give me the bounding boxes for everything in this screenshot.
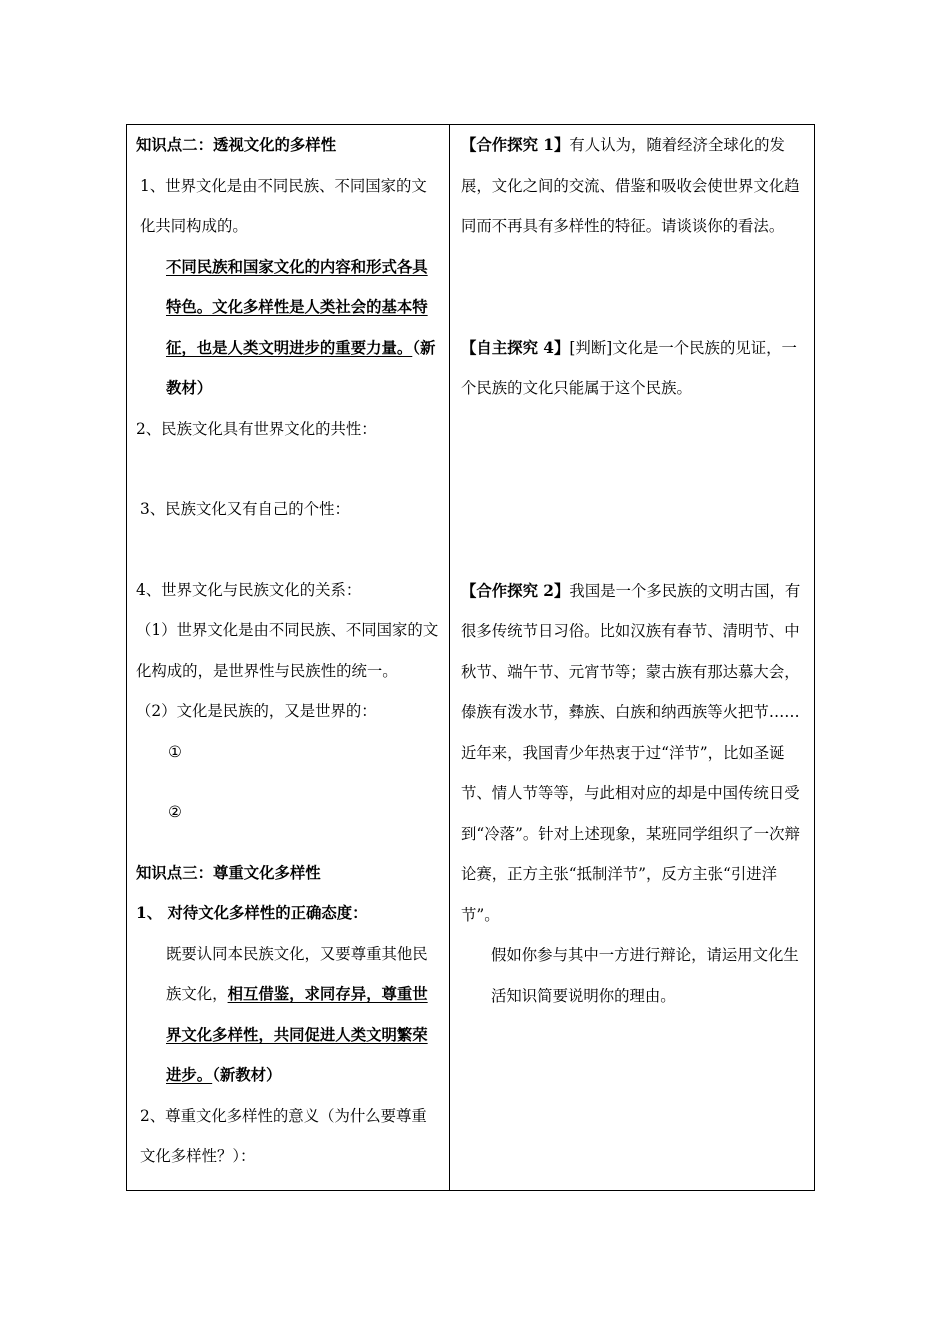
kp3-item-1: 1、 对待文化多样性的正确态度： (136, 904, 368, 922)
kp2-item-1: 1、世界文化是由不同民族、不同国家的文化共同构成的。 (140, 176, 427, 235)
kp3-item-1-body (136, 934, 441, 1096)
kp3-item-1-tag: （新教材） (212, 1066, 282, 1084)
question-1-text: 有人认为，随着经济全球化的发展，文化之间的交流、借鉴和吸收会使世界文化趋同而不再具有多样性的特征。请谈谈你的看法。 (461, 136, 800, 235)
kp2-item-4-2: （2）文化是民族的，又是世界的： (136, 702, 377, 720)
kp2-title: 知识点二：透视文化的多样性 (136, 136, 337, 154)
right-column (450, 125, 814, 1190)
blank-space (461, 409, 806, 571)
blank-space (136, 530, 441, 570)
question-2 (461, 571, 806, 936)
kp2-emphasis-tag: （新教材） (166, 338, 436, 397)
circle-number-2: ② (168, 803, 182, 821)
kp3-item-1-plain: 既要认同本民族文化，又要尊重其他民族文化， (166, 944, 428, 1003)
kp2-item-4-1: （1）世界文化是由不同民族、不同国家的文化构成的，是世界性与民族性的统一。 (136, 621, 439, 680)
question-4-text: [判断]文化是一个民族的见证，一个民族的文化只能属于这个民族。 (461, 338, 797, 397)
blank-space (136, 833, 441, 853)
kp2-item-3: 3、民族文化又有自己的个性： (140, 500, 350, 518)
question-1-tag: 【合作探究 1】 (461, 136, 570, 154)
question-2-tag: 【合作探究 2】 (461, 581, 570, 600)
blank-space (136, 449, 441, 489)
question-4 (461, 328, 806, 409)
worksheet-table (126, 124, 815, 1191)
kp2-emphasis (136, 247, 441, 409)
question-2-text-2: 假如你参与其中一方进行辩论，请运用文化生活知识简要说明你的理由。 (491, 946, 799, 1005)
circle-number-1: ① (168, 742, 182, 761)
question-2-text: 我国是一个多民族的文明古国，有很多传统节日习俗。比如汉族有春节、清明节、中秋节、端午节、元宵节等；蒙古族有那达慕大会，傣族有泼水节，彝族、白族和纳西族等火把节……近年来，我国青少年热衷于过“洋节”，比如圣诞节、情人节等等，与此相对应的却是中国传统日受到“冷落”。针对上述现象，某班同学组织了一次辩论赛，正方主张“抵制洋节”，反方主张“引进洋节”。 (461, 581, 801, 924)
blank-space (461, 247, 806, 328)
kp3-item-2: 2、尊重文化多样性的意义（为什么要尊重文化多样性？）： (140, 1106, 427, 1165)
question-1 (461, 125, 806, 247)
kp2-item-4: 4、世界文化与民族文化的关系： (136, 580, 362, 599)
question-4-tag: 【自主探究 4】 (461, 338, 570, 357)
blank-space (136, 772, 441, 792)
kp3-title: 知识点三：尊重文化多样性 (136, 863, 321, 882)
kp2-emphasis-text: 不同民族和国家文化的内容和形式各具特色。文化多样性是人类社会的基本特征，也是人类文明进步的重要力量。 (166, 257, 428, 357)
kp2-item-2: 2、民族文化具有世界文化的共性： (136, 419, 377, 438)
left-column (127, 125, 449, 1190)
kp3-item-1-emphasis: 相互借鉴，求同存异，尊重世界文化多样性，共同促进人类文明繁荣进步。 (166, 985, 428, 1084)
